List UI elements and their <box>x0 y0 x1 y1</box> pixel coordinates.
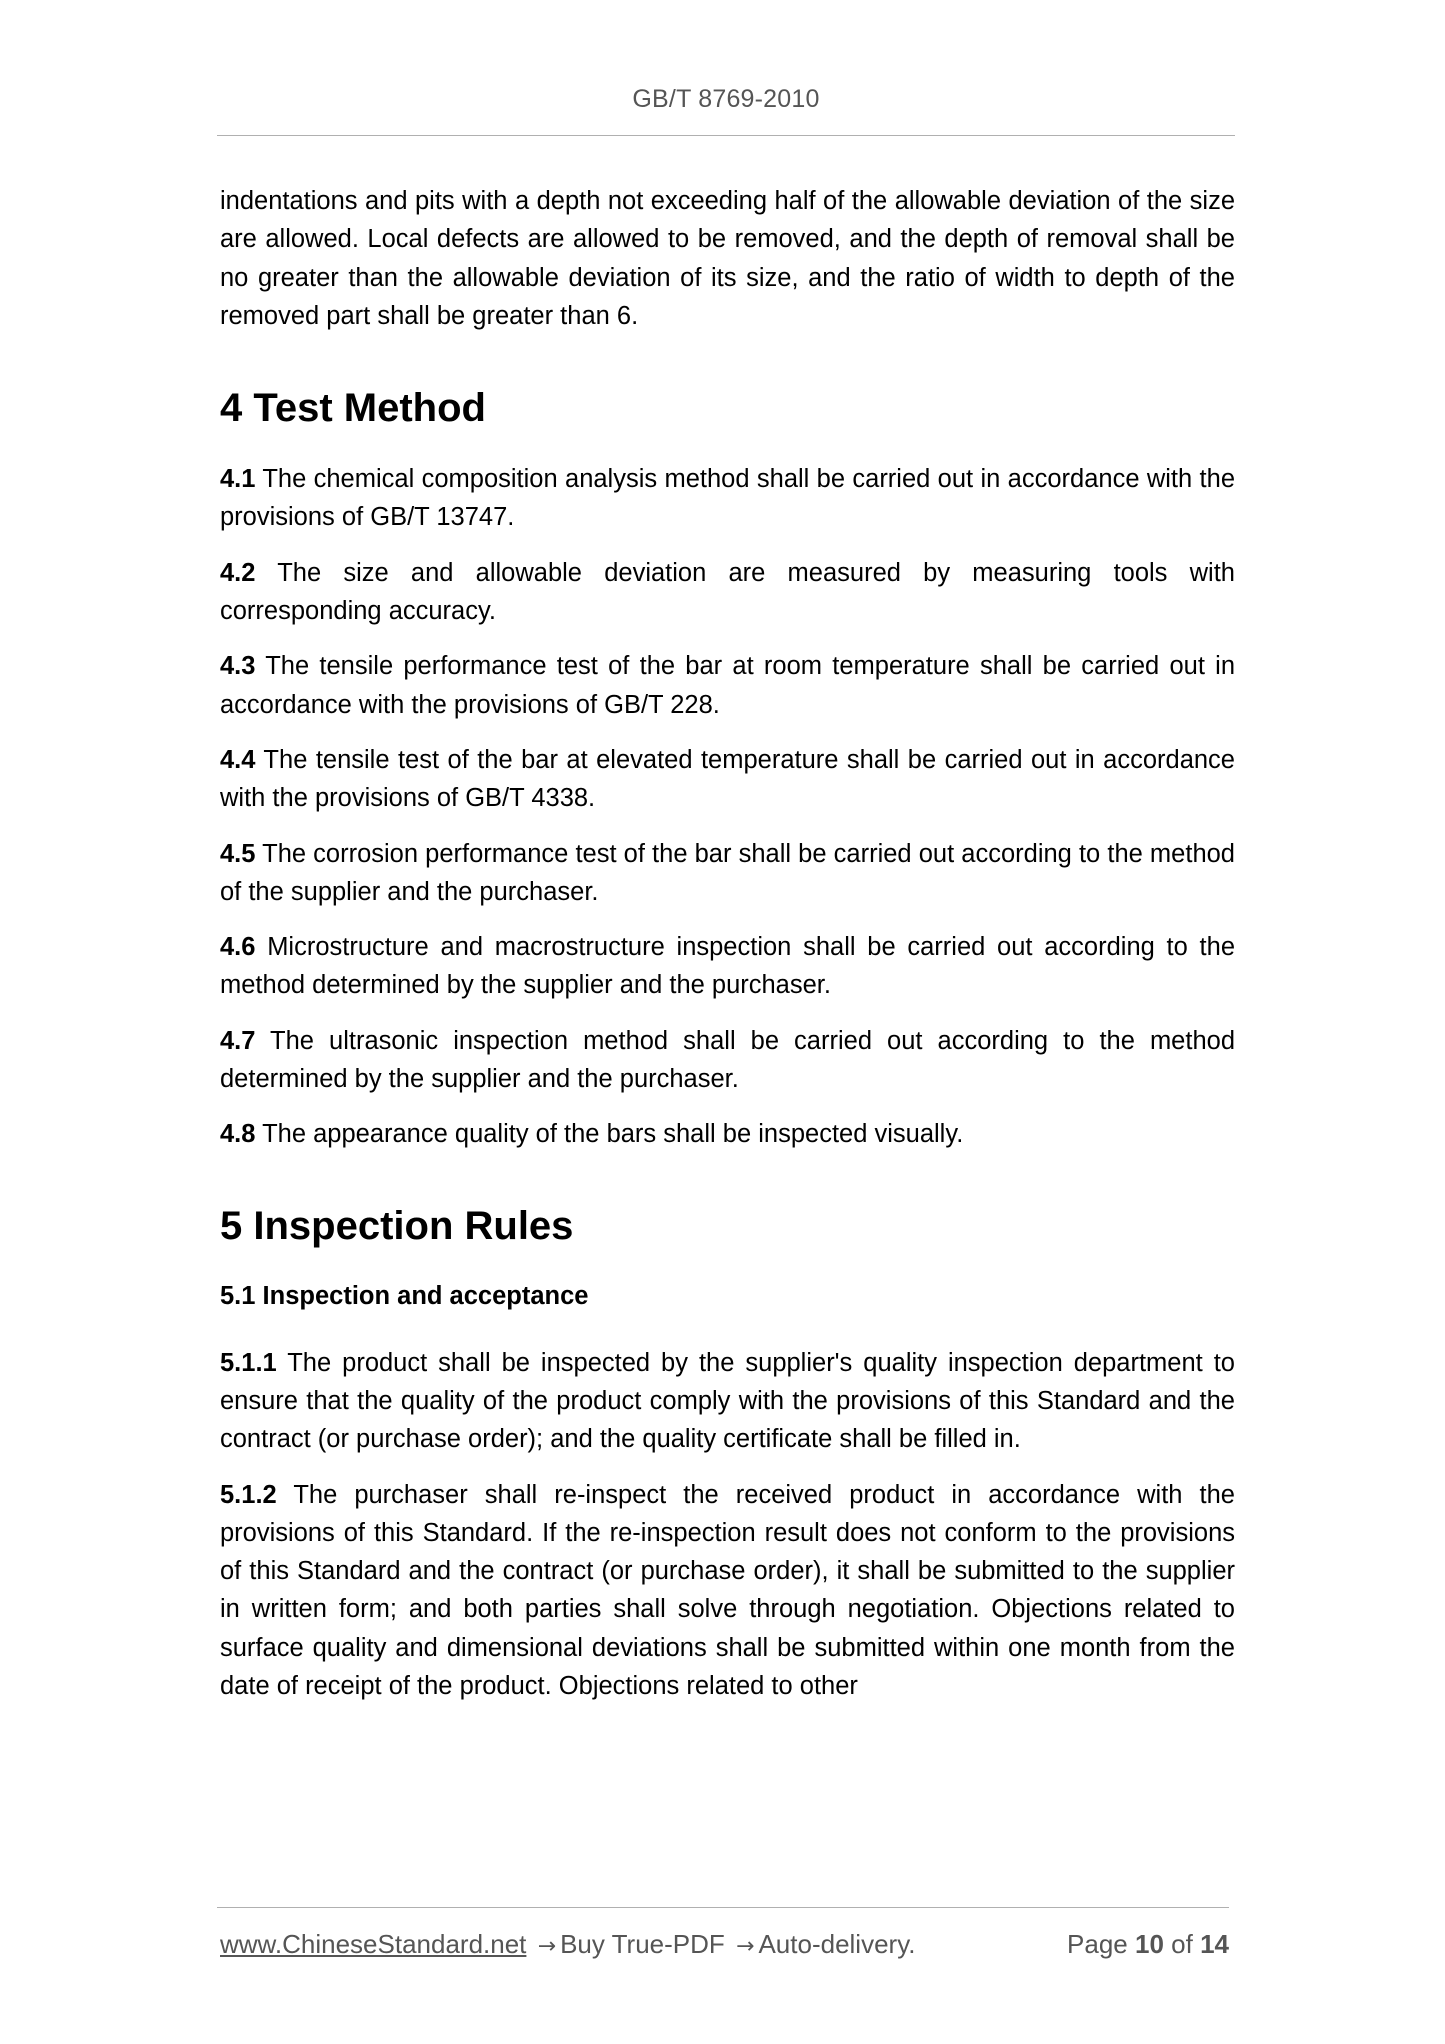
arrow-right-icon: → <box>537 1934 557 1959</box>
of-label: of <box>1171 1929 1193 1959</box>
page-indicator <box>1067 1928 1229 1960</box>
clause-text: The ultrasonic inspection method shall be carried out according to the method determined by the supplier and the purchaser. <box>220 1026 1235 1094</box>
clause-number: 4.3 <box>220 652 256 681</box>
total-pages-number: 14 <box>1200 1929 1229 1959</box>
clause-5-1-2 <box>220 1476 1235 1706</box>
document-header: GB/T 8769-2010 <box>632 85 820 113</box>
footer-promo <box>220 1928 916 1963</box>
clause-number: 4.1 <box>220 465 256 494</box>
clause-text: The corrosion performance test of the bar shall be carried out according to the method of the supplier and the purchaser. <box>220 839 1235 906</box>
current-page-number: 10 <box>1135 1929 1164 1959</box>
page-label: Page <box>1067 1929 1128 1959</box>
clause-text: The tensile test of the bar at elevated temperature shall be carried out in accordance with the provisions of GB/T 4338. <box>220 745 1235 813</box>
clause-text: The chemical composition analysis method shall be carried out in accordance with the provisions of GB/T 13747. <box>220 465 1235 532</box>
clause-number: 4.2 <box>220 558 256 587</box>
section-5-heading: 5 Inspection Rules <box>220 1203 574 1248</box>
footer-divider <box>217 1907 1229 1908</box>
clause-4-2 <box>220 554 1235 631</box>
clause-number: 5.1.2 <box>220 1480 277 1509</box>
section-4-heading: 4 Test Method <box>220 386 486 431</box>
clause-text: The appearance quality of the bars shall be inspected visually. <box>255 1120 964 1149</box>
clause-number: 4.4 <box>220 745 256 774</box>
clause-4-5 <box>220 835 1235 912</box>
clause-text: The product shall be inspected by the supplier's quality inspection department to ensure that the quality of the product comply with the provisions of this Standard and the contract (or purchase order); and the quality certificate shall be filled in. <box>220 1348 1235 1454</box>
subsection-5-1-heading <box>220 1277 1235 1315</box>
subsection-title: Inspection and acceptance <box>255 1281 589 1310</box>
arrow-right-icon: → <box>736 1934 755 1959</box>
header-divider <box>217 135 1235 136</box>
auto-delivery-text: Auto-delivery. <box>758 1929 916 1959</box>
clause-number: 4.5 <box>220 839 256 868</box>
clause-4-8 <box>220 1115 1235 1153</box>
clause-text: The purchaser shall re-inspect the received product in accordance with the provisions of this Standard. If the re-inspection result does not conform to the provisions of this Standard and the contract (or purchase order), it shall be submitted to the supplier in written form; and both parties shall solve through negotiation. Objections related to surface quality and dimensional deviations shall be submitted within one month from the date of receipt of the product. Objections related to other <box>220 1480 1235 1701</box>
subsection-number: 5.1 <box>220 1281 256 1310</box>
clause-5-1-1 <box>220 1344 1235 1459</box>
clause-4-1 <box>220 460 1235 537</box>
intro-paragraph: indentations and pits with a depth not exceeding half of the allowable deviation of the size are allowed. Local defects are allowed to be removed, and the depth of removal shall be no greater than the allowable deviation of its size, and the ratio of width to depth of the removed part shall be greater than 6. <box>220 187 1235 330</box>
clause-number: 4.6 <box>220 933 256 962</box>
clause-4-3 <box>220 647 1235 724</box>
clause-4-6 <box>220 928 1235 1005</box>
website-link[interactable]: www.ChineseStandard.net <box>220 1929 527 1959</box>
clause-number: 4.8 <box>220 1120 256 1149</box>
clause-text: The tensile performance test of the bar at room temperature shall be carried out in accordance with the provisions of GB/T 228. <box>220 652 1235 719</box>
document-body <box>220 182 1235 1705</box>
buy-pdf-text: Buy True-PDF <box>560 1929 725 1959</box>
clause-number: 4.7 <box>220 1026 256 1055</box>
clause-text: The size and allowable deviation are measured by measuring tools with corresponding accuracy. <box>220 558 1235 626</box>
clause-number: 5.1.1 <box>220 1348 277 1377</box>
clause-text: Microstructure and macrostructure inspection shall be carried out according to the method determined by the supplier and the purchaser. <box>220 933 1235 1000</box>
clause-4-7 <box>220 1022 1235 1099</box>
clause-4-4 <box>220 741 1235 818</box>
